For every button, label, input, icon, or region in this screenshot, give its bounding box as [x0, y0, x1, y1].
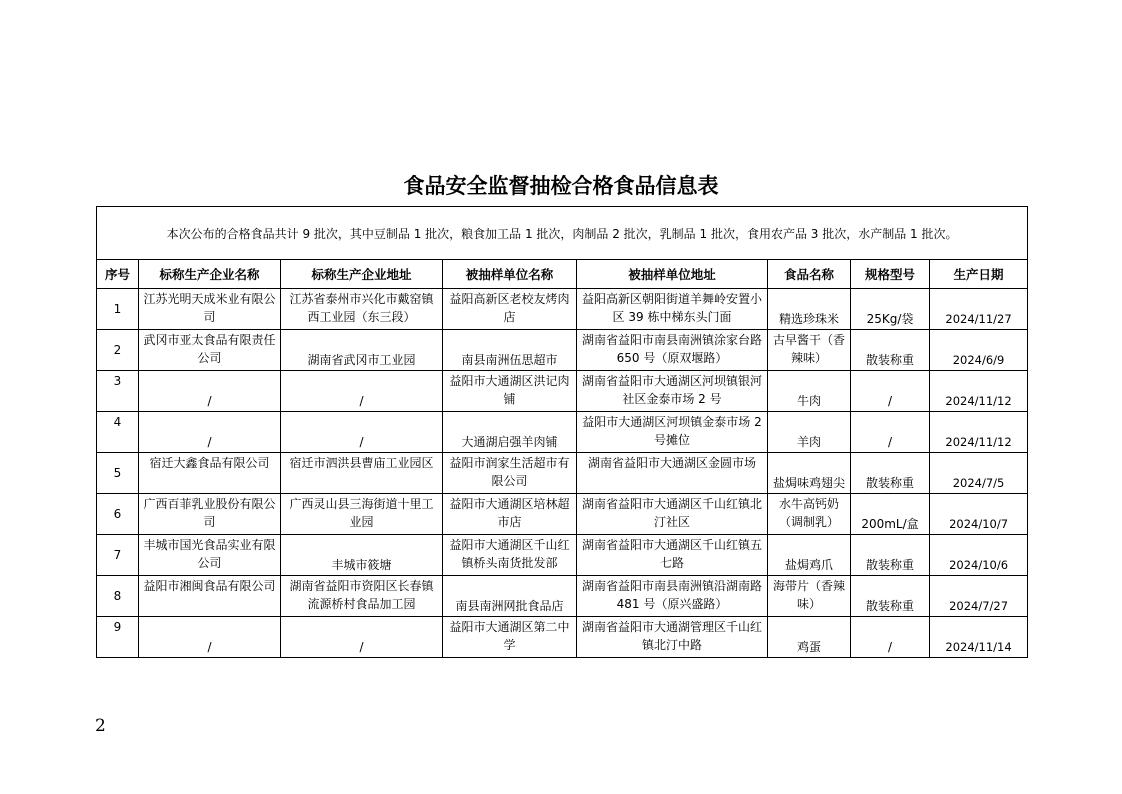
sampled-unit-address-text: 湖南省益阳市大通湖区河坝镇银河社区金泰市场 2 号	[581, 374, 762, 406]
cell-sampled-unit-name	[443, 330, 577, 371]
manufacturer-address-text: /	[359, 640, 364, 654]
spec-text: 200mL/盒	[861, 517, 919, 531]
cell-manufacturer-name	[139, 535, 281, 576]
header-food-name: 食品名称	[768, 260, 851, 289]
cell-production-date	[930, 494, 1028, 535]
spec-text: /	[887, 394, 893, 408]
manufacturer-name-text: /	[207, 435, 212, 449]
production-date-text: 2024/11/12	[945, 394, 1012, 408]
header-no: 序号	[97, 260, 139, 289]
cell-spec	[851, 289, 930, 330]
cell-row-number	[97, 494, 139, 535]
table-row	[97, 453, 1028, 494]
sampled-unit-name-text: 益阳高新区老校友烤肉店	[449, 292, 570, 324]
sampled-unit-address-text: 湖南省益阳市南县南洲镇沿湖南路 481 号（原兴盛路）	[581, 579, 762, 611]
cell-sampled-unit-address	[577, 494, 768, 535]
cell-row-number	[97, 535, 139, 576]
cell-row-number	[97, 576, 139, 617]
sampled-unit-address-text: 湖南省益阳市大通湖区金圆市场	[587, 456, 756, 470]
table-row	[97, 617, 1028, 658]
cell-spec	[851, 617, 930, 658]
cell-production-date	[930, 617, 1028, 658]
cell-production-date	[930, 371, 1028, 412]
cell-food-name	[768, 617, 851, 658]
cell-spec	[851, 453, 930, 494]
cell-production-date	[930, 535, 1028, 576]
food-name-text: 盐焗鸡爪	[784, 558, 833, 572]
sampled-unit-name-text: 益阳市大通湖区第二中学	[449, 620, 570, 652]
cell-food-name	[768, 371, 851, 412]
table-row	[97, 535, 1028, 576]
cell-sampled-unit-address	[577, 453, 768, 494]
row-number-text: 7	[113, 547, 122, 562]
row-number-text: 9	[113, 620, 122, 634]
spec-text: 散装称重	[865, 476, 914, 490]
page-title: 食品安全监督抽检合格食品信息表	[403, 174, 719, 198]
food-name-text: 海带片（香辣味）	[772, 579, 845, 611]
sampled-unit-address-text: 益阳市大通湖区河坝镇金泰市场 2 号摊位	[582, 415, 762, 447]
sampled-unit-address-text: 湖南省益阳市南县南洲镇涂家台路 650 号（原双堰路）	[581, 333, 762, 365]
cell-manufacturer-name	[139, 617, 281, 658]
cell-sampled-unit-address	[577, 289, 768, 330]
row-number-text: 4	[113, 415, 122, 429]
sampled-unit-name-text: 南县南洲伍思超市	[461, 353, 558, 367]
sampled-unit-name-text: 益阳市大通湖区洪记肉铺	[449, 374, 570, 406]
sampled-unit-name-text: 益阳市润家生活超市有限公司	[449, 456, 570, 488]
cell-manufacturer-name	[139, 330, 281, 371]
manufacturer-name-text: 益阳市湘闽食品有限公司	[143, 579, 276, 593]
manufacturer-name-text: 宿迁大鑫食品有限公司	[149, 456, 270, 470]
cell-manufacturer-address	[281, 412, 443, 453]
sampled-unit-address-text: 湖南省益阳市大通湖区千山红镇北汀社区	[581, 497, 762, 529]
food-name-text: 牛肉	[796, 394, 821, 408]
production-date-text: 2024/11/14	[945, 640, 1012, 654]
production-date-text: 2024/10/6	[949, 558, 1009, 572]
manufacturer-name-text: 广西百菲乳业股份有限公司	[143, 497, 276, 529]
table-row	[97, 576, 1028, 617]
row-number-text: 8	[113, 588, 122, 603]
cell-sampled-unit-address	[577, 371, 768, 412]
sampled-unit-address-text: 益阳高新区朝阳街道羊舞岭安置小区 39 栋中梯东头门面	[581, 292, 762, 324]
table-row	[97, 494, 1028, 535]
header-manufacturer: 标称生产企业名称	[139, 260, 281, 289]
row-number-text: 5	[113, 465, 122, 480]
table-body	[97, 289, 1028, 658]
cell-row-number	[97, 371, 139, 412]
food-name-text: 精选珍珠米	[778, 312, 839, 326]
header-row	[97, 260, 1028, 289]
manufacturer-address-text: 宿迁市泗洪县曹庙工业园区	[289, 456, 434, 470]
production-date-text: 2024/7/5	[952, 476, 1005, 490]
production-date-text: 2024/11/27	[945, 312, 1012, 326]
cell-production-date	[930, 289, 1028, 330]
cell-row-number	[97, 330, 139, 371]
header-sampled-address: 被抽样单位地址	[577, 260, 768, 289]
production-date-text: 2024/10/7	[949, 517, 1009, 531]
header-manufacturer-address: 标称生产企业地址	[281, 260, 443, 289]
cell-spec	[851, 576, 930, 617]
manufacturer-address-text: /	[359, 435, 364, 449]
manufacturer-address-text: 江苏省泰州市兴化市戴窑镇西工业园（东三段）	[289, 292, 434, 324]
cell-manufacturer-address	[281, 330, 443, 371]
cell-spec	[851, 412, 930, 453]
cell-sampled-unit-name	[443, 371, 577, 412]
cell-spec	[851, 494, 930, 535]
food-name-text: 鸡蛋	[796, 640, 821, 654]
summary-text: 本次公布的合格食品共计 9 批次，其中豆制品 1 批次，粮食加工品 1 批次，肉制品 2 批次，乳制品 1 批次，食用农产品 3 批次，水产制品 1 批次。	[97, 207, 1028, 260]
food-name-text: 水牛高钙奶（调制乳）	[778, 497, 839, 529]
cell-sampled-unit-address	[577, 412, 768, 453]
cell-manufacturer-name	[139, 412, 281, 453]
cell-manufacturer-name	[139, 371, 281, 412]
cell-manufacturer-address	[281, 289, 443, 330]
cell-sampled-unit-name	[443, 617, 577, 658]
cell-spec	[851, 371, 930, 412]
cell-row-number	[97, 412, 139, 453]
cell-food-name	[768, 535, 851, 576]
manufacturer-address-text: /	[359, 394, 364, 408]
cell-sampled-unit-address	[577, 617, 768, 658]
cell-manufacturer-name	[139, 494, 281, 535]
cell-row-number	[97, 617, 139, 658]
cell-row-number	[97, 289, 139, 330]
manufacturer-address-text: 广西灵山县三海街道十里工业园	[289, 497, 434, 529]
cell-sampled-unit-address	[577, 576, 768, 617]
cell-manufacturer-address	[281, 371, 443, 412]
cell-production-date	[930, 576, 1028, 617]
row-number-text: 3	[113, 374, 122, 388]
manufacturer-name-text: 江苏光明天成米业有限公司	[143, 292, 276, 324]
cell-sampled-unit-name	[443, 289, 577, 330]
food-name-text: 古早酱干（香辣味）	[772, 333, 845, 365]
production-date-text: 2024/11/12	[945, 435, 1012, 449]
cell-manufacturer-name	[139, 576, 281, 617]
cell-manufacturer-address	[281, 535, 443, 576]
cell-spec	[851, 330, 930, 371]
food-name-text: 羊肉	[796, 435, 821, 449]
spec-text: /	[887, 640, 893, 654]
cell-manufacturer-address	[281, 494, 443, 535]
manufacturer-name-text: 武冈市亚太食品有限责任公司	[143, 333, 276, 365]
table-row	[97, 371, 1028, 412]
manufacturer-address-text: 丰城市筱塘	[331, 558, 392, 572]
cell-sampled-unit-address	[577, 330, 768, 371]
cell-production-date	[930, 453, 1028, 494]
header-sampled-unit: 被抽样单位名称	[443, 260, 577, 289]
cell-food-name	[768, 453, 851, 494]
manufacturer-address-text: 湖南省益阳市资阳区长春镇流源桥村食品加工园	[289, 579, 434, 611]
cell-manufacturer-address	[281, 576, 443, 617]
cell-food-name	[768, 412, 851, 453]
spec-text: 散装称重	[865, 599, 914, 613]
cell-sampled-unit-name	[443, 412, 577, 453]
cell-spec	[851, 535, 930, 576]
spec-text: 散装称重	[865, 353, 914, 367]
manufacturer-name-text: /	[207, 640, 212, 654]
sampled-unit-name-text: 大通湖启强羊肉铺	[461, 435, 558, 449]
sampled-unit-address-text: 湖南省益阳市大通湖区千山红镇五七路	[581, 538, 762, 570]
header-spec: 规格型号	[851, 260, 930, 289]
cell-sampled-unit-name	[443, 453, 577, 494]
summary-row	[97, 207, 1028, 260]
table-row	[97, 289, 1028, 330]
cell-row-number	[97, 453, 139, 494]
cell-food-name	[768, 494, 851, 535]
manufacturer-address-text: 湖南省武冈市工业园	[307, 353, 416, 367]
cell-sampled-unit-name	[443, 576, 577, 617]
cell-production-date	[930, 330, 1028, 371]
cell-sampled-unit-name	[443, 494, 577, 535]
page-number: 2	[95, 716, 106, 736]
cell-food-name	[768, 330, 851, 371]
sampled-unit-name-text: 益阳市大通湖区培林超市店	[449, 497, 570, 529]
cell-production-date	[930, 412, 1028, 453]
row-number-text: 2	[113, 342, 122, 357]
row-number-text: 6	[113, 506, 122, 521]
food-name-text: 盐焗味鸡翅尖	[772, 476, 845, 490]
header-production-date: 生产日期	[930, 260, 1028, 289]
cell-manufacturer-address	[281, 453, 443, 494]
manufacturer-name-text: /	[207, 394, 212, 408]
cell-sampled-unit-name	[443, 535, 577, 576]
cell-manufacturer-name	[139, 453, 281, 494]
table-row	[97, 412, 1028, 453]
spec-text: 散装称重	[865, 558, 914, 572]
cell-food-name	[768, 576, 851, 617]
manufacturer-name-text: 丰城市国光食品实业有限公司	[143, 538, 276, 570]
production-date-text: 2024/6/9	[952, 353, 1005, 367]
table-row	[97, 330, 1028, 371]
cell-manufacturer-name	[139, 289, 281, 330]
row-number-text: 1	[113, 301, 122, 316]
spec-text: 25Kg/袋	[866, 312, 914, 326]
sampled-unit-name-text: 益阳市大通湖区千山红镇桥头南货批发部	[449, 538, 570, 570]
cell-manufacturer-address	[281, 617, 443, 658]
sampled-unit-name-text: 南县南洲网批食品店	[455, 599, 564, 613]
spec-text: /	[887, 435, 893, 449]
cell-food-name	[768, 289, 851, 330]
sampled-unit-address-text: 湖南省益阳市大通湖管理区千山红镇北汀中路	[581, 620, 762, 652]
production-date-text: 2024/7/27	[949, 599, 1009, 613]
cell-sampled-unit-address	[577, 535, 768, 576]
food-info-table	[96, 206, 1028, 658]
